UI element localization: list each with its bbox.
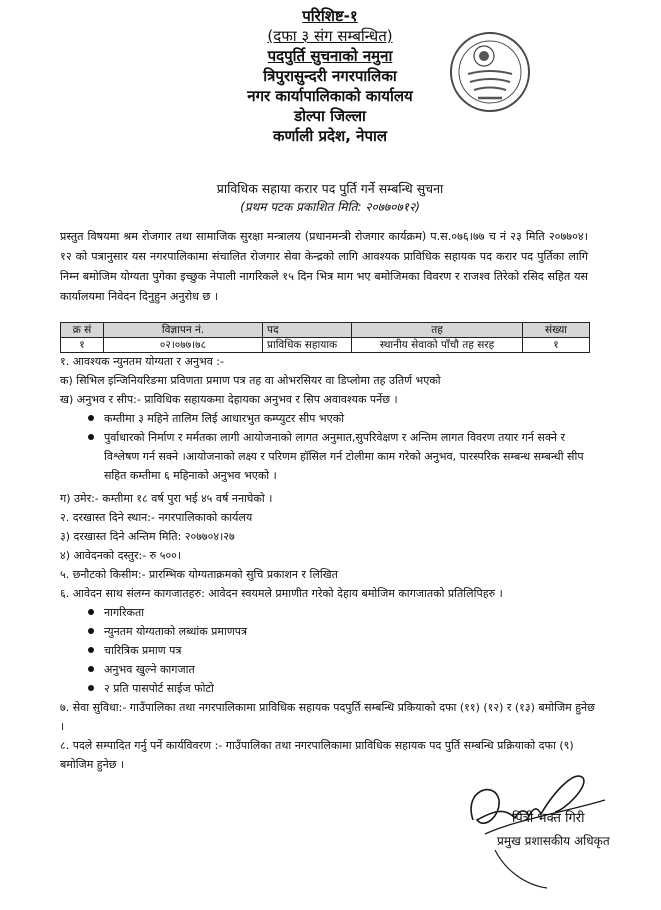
col-count: संख्या bbox=[523, 323, 590, 338]
attached-documents-heading: ६. आवेदन साथ संलग्न कागजातहरु: आवेदन स्वयमले प्रमाणीत गरेको देहाय बमोजिम कागजातको प्रतिलिपिहरु । bbox=[60, 587, 503, 600]
application-deadline: ३) दरखास्त दिने अन्तिम मिति: २०७७०४।२७ bbox=[60, 530, 235, 543]
cell-advert-no: ०२।०७७।७८ bbox=[104, 338, 263, 353]
list-item: नागरिकता bbox=[60, 603, 600, 622]
district-name: डोल्पा जिल्ला bbox=[294, 107, 366, 125]
list-item: न्युनतम योग्यताको लब्धांक प्रमाणपत्र bbox=[60, 622, 600, 641]
age-requirement: ग) उमेर:- कम्तीमा १८ वर्ष पुरा भई ४५ वर्ष ननाघेको । bbox=[60, 492, 273, 505]
cell-count: १ bbox=[523, 338, 590, 353]
cell-post: प्राविधिक सहायाक bbox=[263, 338, 352, 353]
job-description: ८. पदले सम्पादित गर्नु पर्ने कार्यविवरण :- गाउँपालिका तथा नगरपालिकामा प्राविधिक सहायक पद पुर्ति सम्बन्धि प्रक्रियाको दफा (९) बमोजिम हुनेछ । bbox=[60, 739, 574, 771]
signature-scribble bbox=[455, 760, 635, 900]
service-facility: ७. सेवा सुविधा:- गाउँपालिका तथा नगरपालिकामा प्राविधिक सहायक पदपुर्ति सम्बन्धि प्रकियाको दफा (११) (१२) र (१३) बमोजिम हुनेछ । bbox=[60, 701, 595, 733]
cell-serial: १ bbox=[61, 338, 104, 353]
municipality-seal-stamp bbox=[448, 30, 532, 114]
selection-method: ५. छनौटको किसीम:- प्रारम्भिक योग्यताक्रमको सुचि प्रकाशन र लिखित bbox=[60, 568, 338, 581]
notice-sample-title: पदपुर्ति सुचनाको नमुना bbox=[267, 47, 393, 65]
list-item: पुर्वाधारको निर्माण र मर्मतका लागी आयोजनाको लागत अनुमात,सुपरिवेक्षण र अन्तिम लागत विवरण तयार गर्न सक्ने र विश्लेषण गर्न सक्ने ।आयोजनाको लक्ष्य र परिणम हॉसिल गर्न टोलीमा काम गरेको अनुभव, पारस्परिक सम्बन्ध सम्बन्धी सीप सहित कम्तीमा ६ महिनाको अनुभव भएको । bbox=[60, 428, 600, 485]
annex-label: परिशिष्ट-१ bbox=[302, 7, 358, 25]
col-serial: क्र सं bbox=[61, 323, 104, 338]
table-header-row bbox=[61, 323, 590, 338]
intro-paragraph: प्रस्तुत विषयमा श्रम रोजगार तथा सामाजिक सुरक्षा मन्त्रालय (प्रधानमन्त्री रोजगार कार्यक्रम) प.स.०७६।७७ च नं २३ मिति २०७७०४।१२ को पत्रानुसार यस नगरपालिकामा संचालित रोजगार सेवा केन्द्रको लागि आवश्यक प्राविधिक सहायक पद करार पद पुर्तिका लागि निम्न बमोजिम योग्यता पुगेका इच्छुक नेपाली नागरिकले १५ दिन भित्र माग भए बमोजिमका विवरण र राजश्व तिरेको रसिद सहित यस कार्यालयमा निवेदन दिनुहुन अनुरोध छ । bbox=[60, 230, 588, 303]
list-item: २ प्रति पासपोर्ट साईज फोटो bbox=[60, 679, 600, 698]
office-name: नगर कार्यापालिकाको कार्यालय bbox=[247, 87, 413, 105]
col-advert-no: विज्ञापन नं. bbox=[104, 323, 263, 338]
post-table bbox=[60, 322, 590, 353]
notice-body bbox=[60, 352, 600, 774]
application-fee: ४) आवेदनको दस्तुर:- रु ५००। bbox=[60, 549, 182, 562]
qualification-education: क) सिभिल इन्जिनियरिङमा प्रविणता प्रमाण पत्र तह वा ओभरसियर वा डिप्लोमा तह उतिर्ण भएको bbox=[60, 374, 441, 387]
signatory-name: पित्री भक्त गिरी bbox=[512, 811, 585, 826]
list-item: अनुभव खुल्ने कागजात bbox=[60, 660, 600, 679]
col-level: तह bbox=[352, 323, 523, 338]
signatory-title: प्रमुख प्रशासकीय अधिकृत bbox=[497, 834, 610, 848]
publication-date: (प्रथम पटक प्रकाशित मिति: २०७७०७१२) bbox=[240, 200, 420, 214]
application-place: २. दरखास्त दिने स्थान:- नगरपालिकाको कार्यलय bbox=[60, 511, 253, 524]
notice-subject bbox=[130, 180, 530, 216]
cell-level: स्थानीय सेवाको पाँचौ तह सरह bbox=[352, 338, 523, 353]
qualification-heading: १. आवश्यक न्युनतम योग्यता र अनुभव :- bbox=[60, 355, 224, 368]
list-item: कम्तीमा ३ महिने तालिम लिई आधारभुत कम्प्युटर सीप भएको bbox=[60, 409, 600, 428]
subject-title: प्राविधिक सहाया करार पद पुर्ति गर्ने सम्बन्धि सुचना bbox=[216, 181, 444, 196]
section-reference: (दफा ३ संग सम्बन्धित) bbox=[267, 27, 393, 45]
municipality-name: त्रिपुरासुन्दरी नगरपालिका bbox=[263, 67, 397, 85]
qualification-experience: ख) अनुभव र सीप:- प्राविधिक सहायकमा देहायका अनुभव र सिप अवावश्यक पर्नेछ । bbox=[60, 393, 398, 406]
col-post: पद bbox=[263, 323, 352, 338]
province-name: कर्णाली प्रदेश, नेपाल bbox=[272, 127, 388, 145]
list-item: चारित्रिक प्रमाण पत्र bbox=[60, 641, 600, 660]
table-row bbox=[61, 338, 590, 353]
